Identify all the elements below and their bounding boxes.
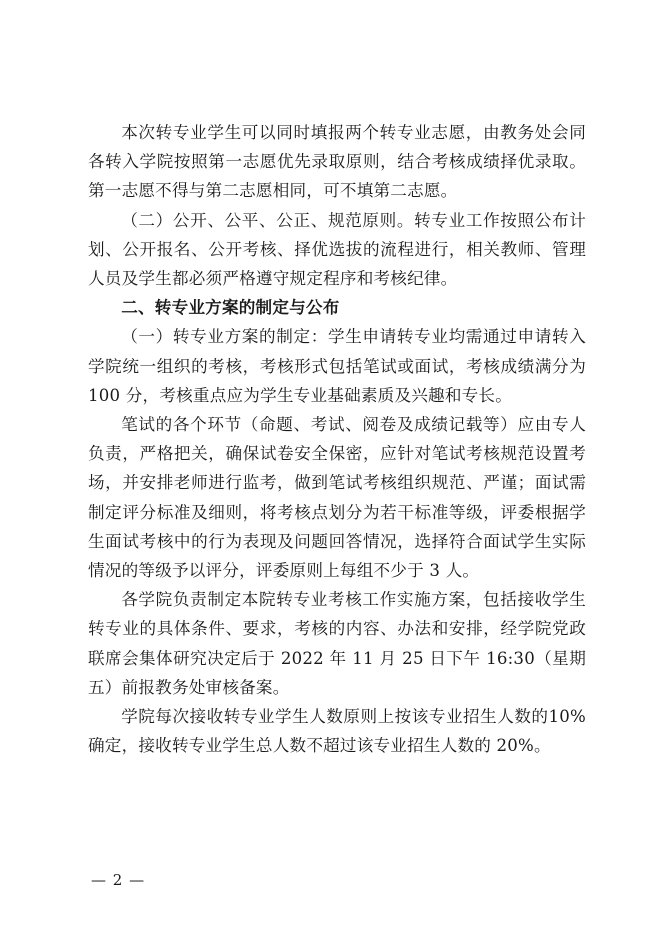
paragraph-volunteer-choices: 本次转专业学生可以同时填报两个转专业志愿，由教务处会同各转入学院按照第一志愿优先录取原则，结合考核成绩择优录取。第一志愿不得与第二志愿相同，可不填第二志愿。 xyxy=(88,123,586,201)
section-heading: 二、转专业方案的制定与公布 xyxy=(121,298,340,318)
document-body xyxy=(88,118,586,760)
paragraph-plan-formulation: （一）转专业方案的制定：学生申请转专业均需通过申请转入学院统一组织的考核，考核形式包括笔试或面试，考核成绩满分为 100 分，考核重点应为学生专业基础素质及兴趣和专长。 xyxy=(88,327,586,405)
page-number: — 2 — xyxy=(91,871,146,889)
paragraph-college-responsibility: 各学院负责制定本院转专业考核工作实施方案，包括接收学生转专业的具体条件、要求，考核的内容、办法和安排，经学院党政联席会集体研究决定后于 2022 年 11 月 25 日下午 16:30（星期五）前报教务处审核备案。 xyxy=(88,590,586,697)
paragraph-exam-procedure: 笔试的各个环节（命题、考试、阅卷及成绩记载等）应由专人负责，严格把关，确保试卷安全保密，应针对笔试考核规范设置考场，并安排老师进行监考，做到笔试考核组织规范、严谨；面试需制定评分标准及细则，将考核点划分为若干标准等级，评委根据学生面试考核中的行为表现及问题回答情况，选择符合面试学生实际情况的等级予以评分，评委原则上每组不少于 3 人。 xyxy=(88,415,586,581)
paragraph-admission-quota: 学院每次接收转专业学生人数原则上按该专业招生人数的10%确定，接收转专业学生总人数不超过该专业招生人数的 20%。 xyxy=(88,707,586,756)
paragraph-fairness-principle: （二）公开、公平、公正、规范原则。转专业工作按照公布计划、公开报名、公开考核、择优选拔的流程进行，相关教师、管理人员及学生都必须严格遵守规定程序和考核纪律。 xyxy=(88,210,586,289)
